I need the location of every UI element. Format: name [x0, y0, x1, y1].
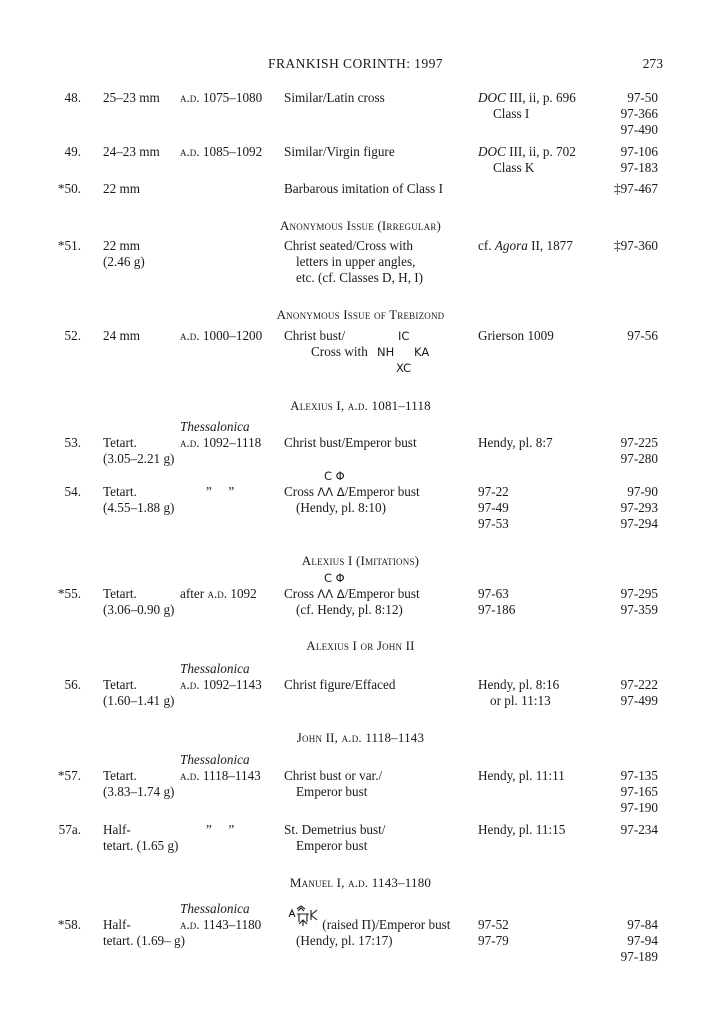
reference: Hendy, pl. 8:7: [478, 435, 553, 450]
section-heading: Manuel I, a.d. 1143–1180: [289, 875, 432, 890]
reference: 97-22 97-49 97-53: [478, 484, 509, 531]
page-header: [0, 56, 721, 74]
entry-number: 54.: [64, 484, 81, 499]
catalog-numbers: ‡97-467: [614, 181, 658, 196]
entry-number: 52.: [64, 328, 81, 343]
section-heading: Alexius I or John II: [306, 638, 415, 653]
entry-number: *58.: [57, 917, 81, 932]
description-line-2: Cross with: [311, 344, 368, 359]
description: Similar/Virgin figure: [284, 144, 395, 159]
entry-number: 48.: [64, 90, 81, 105]
section-heading: Alexius I (Imitations): [301, 553, 420, 568]
monogram-symbol-icon: [287, 905, 323, 931]
date: a.d. 1092–1143: [180, 677, 262, 692]
entry-number: *51.: [57, 238, 81, 253]
description-line-2: (Hendy, pl. 17:17): [296, 933, 393, 948]
reference: 97-52 97-79: [478, 917, 509, 948]
section-heading: Alexius I, a.d. 1081–1118: [290, 398, 431, 413]
description: (raised Π)/Emperor bust: [319, 917, 451, 932]
catalog-numbers: 97-90 97-293 97-294: [620, 484, 658, 531]
section-heading: Anonymous Issue of Trebizond: [276, 307, 445, 322]
running-title: FRANKISH CORINTH: 1997: [268, 56, 443, 71]
denomination: Half- tetart. (1.65 g): [103, 822, 179, 853]
description: Christ figure/Effaced: [284, 677, 396, 692]
date: after a.d. 1092: [180, 586, 257, 601]
date: a.d. 1000–1200: [180, 328, 263, 343]
reference: Hendy, pl. 11:15: [478, 822, 566, 837]
mint-name: Thessalonica: [180, 752, 250, 767]
catalog-numbers: 97-225 97-280: [620, 435, 658, 466]
mint-name: Thessalonica: [180, 419, 250, 434]
entry-number: *57.: [57, 768, 81, 783]
catalog-numbers: 97-234: [620, 822, 658, 837]
denomination: Tetart. (3.83–1.74 g): [103, 768, 175, 799]
section-heading: Anonymous Issue (Irregular): [279, 218, 442, 233]
denomination: Tetart. (3.05–2.21 g): [103, 435, 175, 466]
denomination: Tetart. (1.60–1.41 g): [103, 677, 175, 708]
date: a.d. 1075–1080: [180, 90, 263, 105]
legend-symbols-above: C Φ: [324, 469, 345, 483]
entry-number: 56.: [64, 677, 81, 692]
catalog-numbers: 97-222 97-499: [620, 677, 658, 708]
denomination: 22 mm: [103, 181, 140, 196]
date: a.d. 1092–1118: [180, 435, 262, 450]
entry-number: *50.: [57, 181, 81, 196]
description: Cross ΛΛ Δ/Emperor bust (cf. Hendy, pl. 8:12): [284, 586, 420, 617]
ditto-marks: ” ”: [206, 822, 235, 837]
description: Barbarous imitation of Class I: [284, 181, 443, 196]
entry-number: 49.: [64, 144, 81, 159]
denomination: Tetart. (3.06–0.90 g): [103, 586, 175, 617]
reference: Hendy, pl. 11:11: [478, 768, 565, 783]
catalog-numbers: 97-84 97-94 97-189: [620, 917, 658, 964]
description: Christ bust/Emperor bust: [284, 435, 417, 450]
reference: Hendy, pl. 8:16 or pl. 11:13: [478, 677, 560, 708]
date: a.d. 1143–1180: [180, 917, 262, 932]
reference: DOC III, ii, p. 696 Class I: [478, 90, 576, 121]
description: St. Demetrius bust/ Emperor bust: [284, 822, 386, 853]
legend-symbol-ic: IC: [398, 329, 410, 343]
denomination: Tetart. (4.55–1.88 g): [103, 484, 175, 515]
catalog-numbers: 97-106 97-183: [620, 144, 658, 175]
catalog-numbers: 97-56: [627, 328, 658, 343]
section-heading: John II, a.d. 1118–1143: [296, 730, 425, 745]
denomination: 22 mm (2.46 g): [103, 238, 145, 269]
page-number: 273: [642, 56, 663, 71]
reference: 97-63 97-186: [478, 586, 516, 617]
date: a.d. 1118–1143: [180, 768, 261, 783]
ditto-marks: ” ”: [206, 484, 235, 499]
entry-number: 53.: [64, 435, 81, 450]
description: Similar/Latin cross: [284, 90, 385, 105]
mint-name: Thessalonica: [180, 661, 250, 676]
catalog-numbers: ‡97-360: [614, 238, 658, 253]
description: Christ seated/Cross with letters in upper angles, etc. (cf. Classes D, H, I): [284, 238, 424, 285]
denomination: 24 mm: [103, 328, 140, 343]
description: Christ bust or var./ Emperor bust: [284, 768, 383, 799]
legend-symbol-xc: XC: [396, 361, 412, 375]
catalog-numbers: 97-135 97-165 97-190: [620, 768, 658, 815]
legend-symbol-ka: KA: [414, 345, 430, 359]
catalog-numbers: 97-50 97-366 97-490: [620, 90, 658, 137]
denomination: 24–23 mm: [103, 144, 160, 159]
reference: Grierson 1009: [478, 328, 554, 343]
entry-number: 57a.: [58, 822, 81, 837]
reference: cf. Agora II, 1877: [478, 238, 573, 253]
catalog-numbers: 97-295 97-359: [620, 586, 658, 617]
description: Cross ΛΛ Δ/Emperor bust (Hendy, pl. 8:10): [284, 484, 420, 515]
denomination: 25–23 mm: [103, 90, 160, 105]
entry-number: *55.: [57, 586, 81, 601]
denomination: Half- tetart. (1.69– g): [103, 917, 186, 948]
description: Christ bust/: [284, 328, 346, 343]
reference: DOC III, ii, p. 702 Class K: [478, 144, 576, 175]
legend-symbol-nh: NH: [377, 345, 395, 359]
legend-symbols-above: C Φ: [324, 571, 345, 585]
date: a.d. 1085–1092: [180, 144, 263, 159]
mint-name: Thessalonica: [180, 901, 250, 916]
